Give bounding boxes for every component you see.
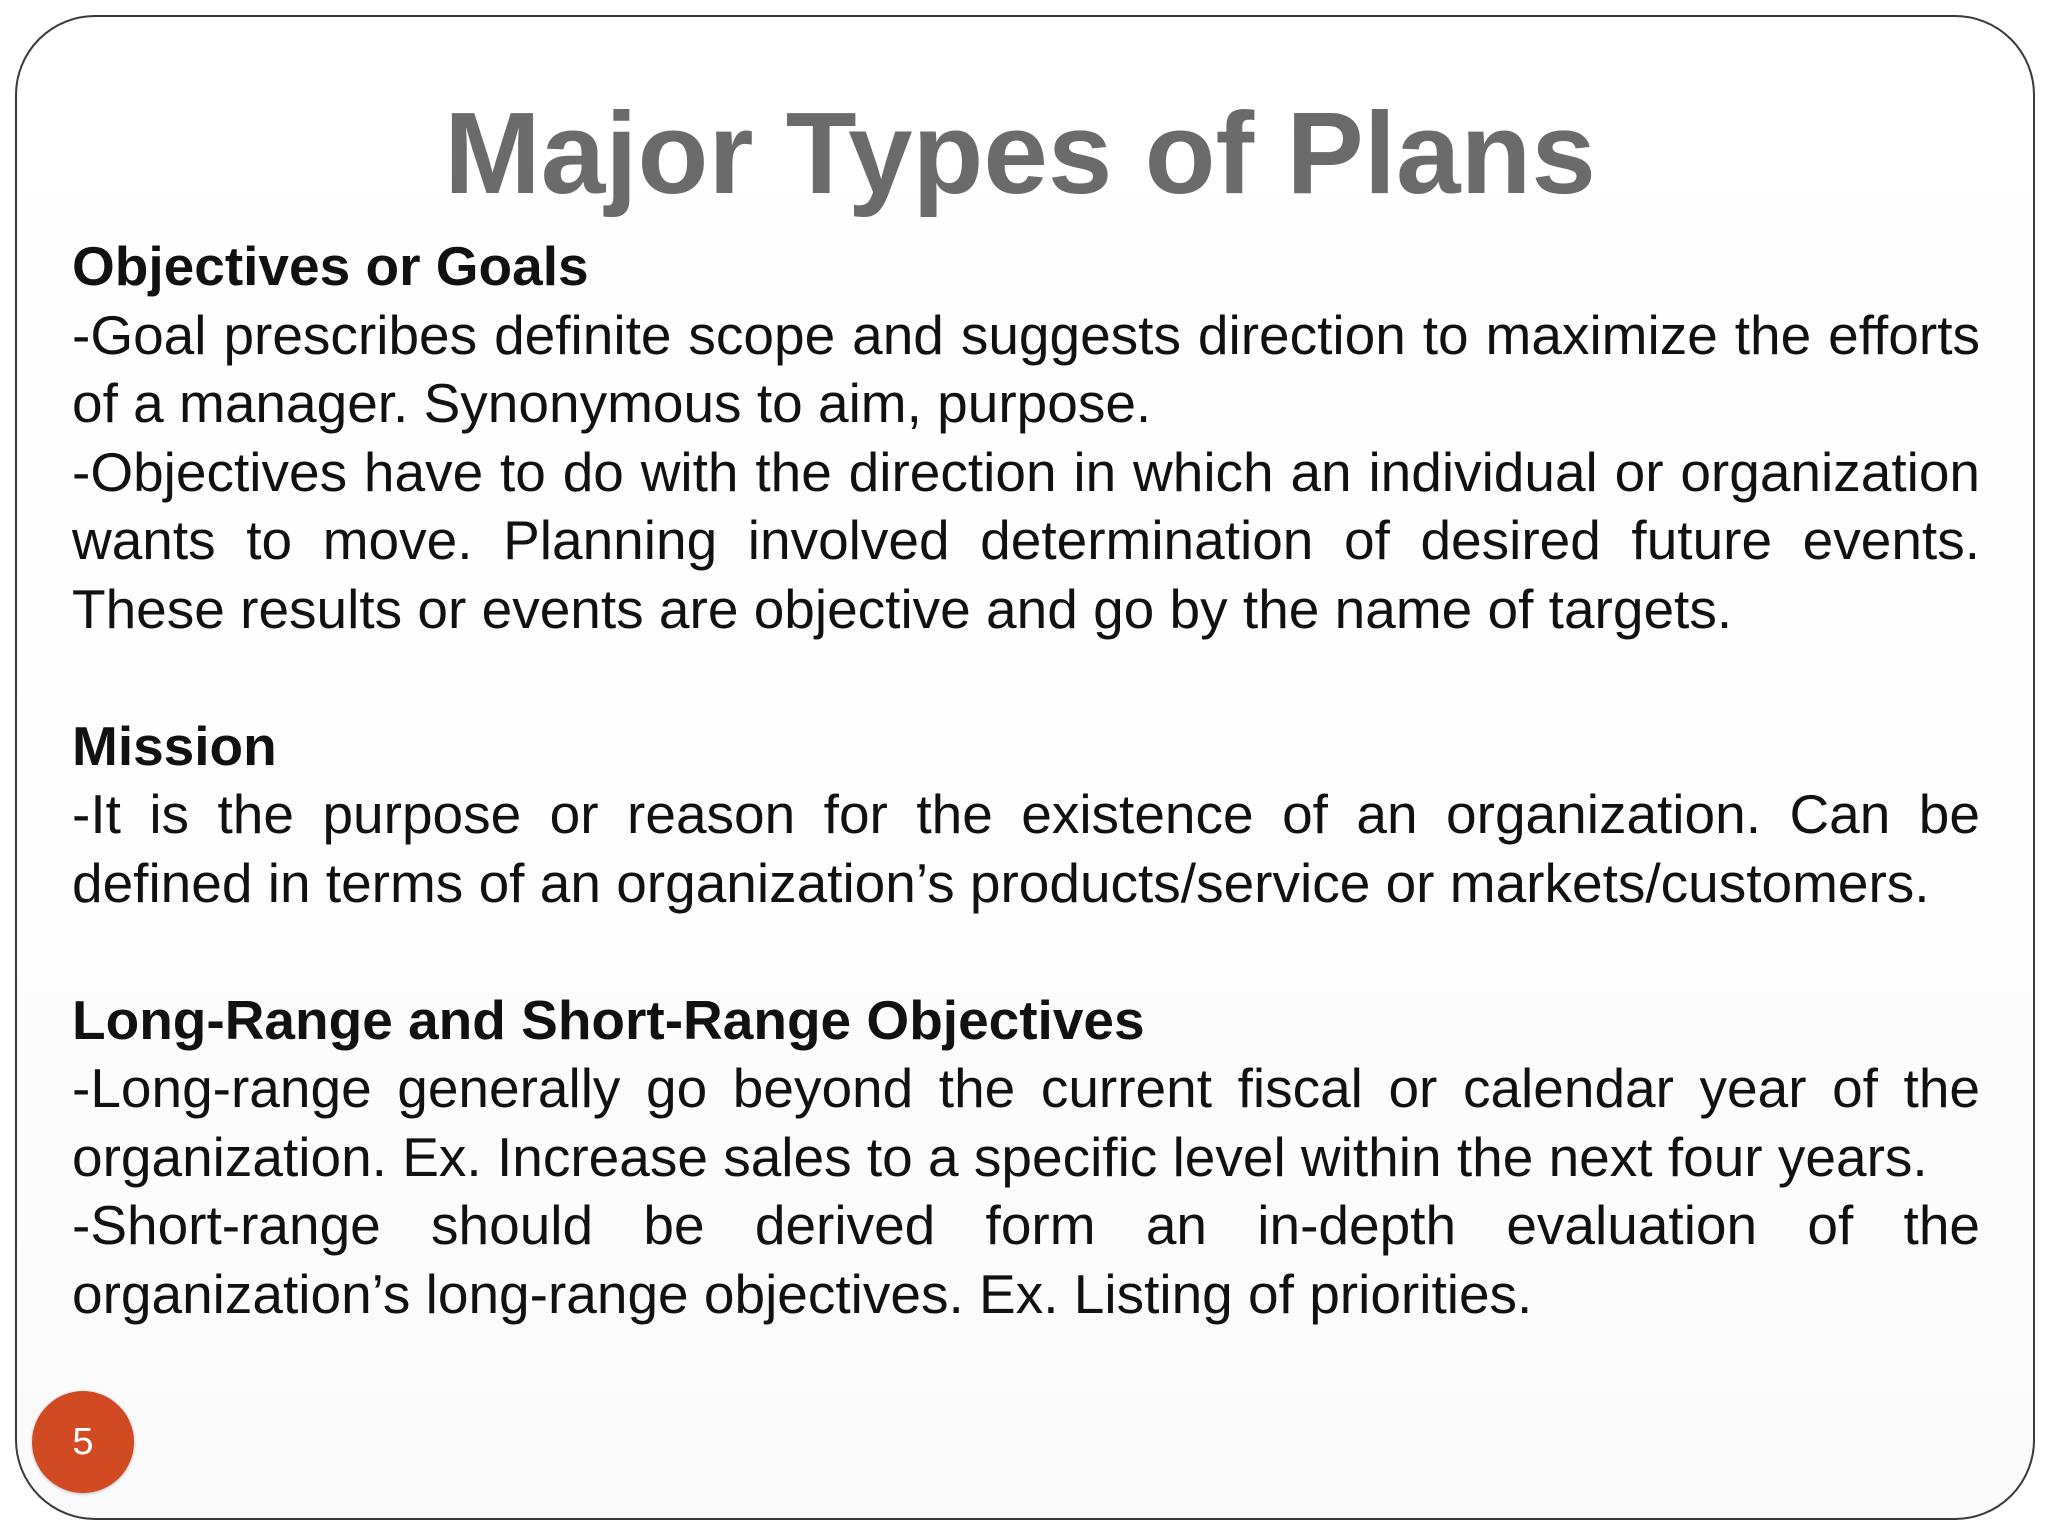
page-number-badge: 5 [32, 1391, 134, 1493]
paragraph-mission: -It is the purpose or reason for the existence of an organization. Can be defined in terms of an organization’s products/service or markets/customers. [72, 783, 1980, 914]
section-heading-mission: Mission [72, 714, 277, 777]
section-heading-range-objectives: Long-Range and Short-Range Objectives [72, 988, 1145, 1051]
slide-title: Major Types of Plans [444, 88, 1596, 218]
section-heading-objectives: Objectives or Goals [72, 235, 589, 297]
section-spacer [72, 643, 1980, 712]
section-spacer [72, 917, 1980, 986]
paragraph-goal: -Goal prescribes definite scope and suggests direction to maximize the efforts of a manager. Synonymous to aim, purpose. [72, 303, 1980, 434]
slide-body [72, 232, 1980, 1328]
paragraph-long-range: -Long-range generally go beyond the current fiscal or calendar year of the organization. Ex. Increase sales to a specific level within the next four years. [72, 1057, 1980, 1188]
paragraph-objectives: -Objectives have to do with the direction in which an individual or organization wants to move. Planning involved determination of desired future events. These results or events are objective and go by the name of targets. [72, 440, 1980, 640]
paragraph-short-range: -Short-range should be derived form an in-depth evaluation of the organization’s long-range objectives. Ex. Listing of priorities. [72, 1194, 1980, 1325]
